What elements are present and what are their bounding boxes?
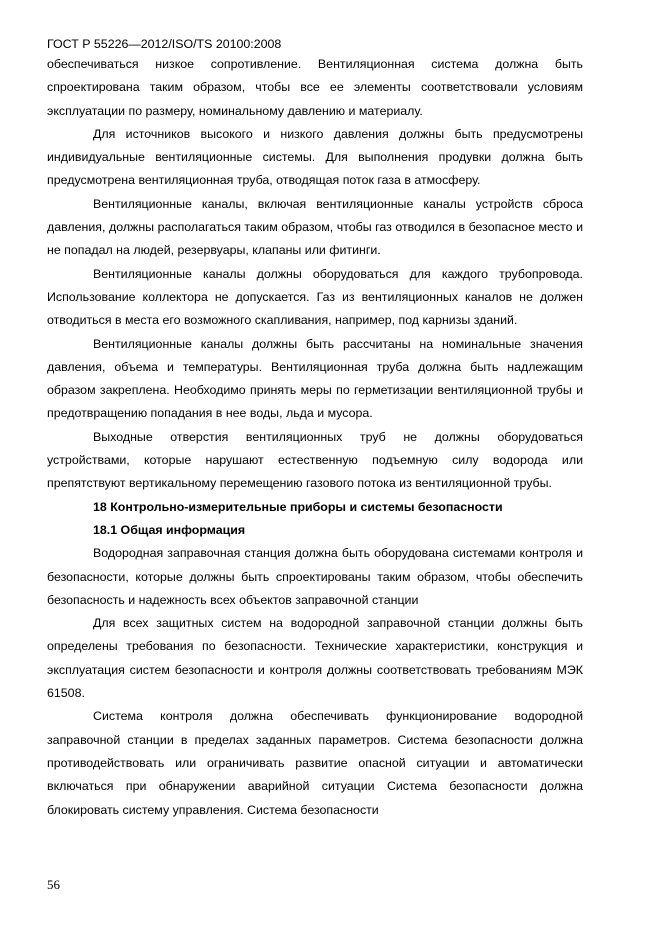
paragraph-individual-vent-systems: Для источников высокого и низкого давления должны быть предусмотрены индивидуальные вентиляционные системы. Для выполнения продувки должна быть предусмотрена вентиляционная труба, отводящая поток газа в атмосферу. (47, 126, 583, 188)
paragraph-control-system-function: Система контроля должна обеспечивать функционирование водородной заправочной станции в пределах заданных параметров. Система безопасности должна противодействовать или ограничивать развитие опасной ситуации и автоматически включаться при обнаружении аварийной ситуации Система безопасности должна блокировать систему управления. Система безопасности (47, 709, 583, 817)
paragraph-continuation: обеспечиваться низкое сопротивление. Вентиляционная система должна быть спроектирована таким образом, чтобы все ее элементы соответствовали условиям эксплуатации по размеру, номинальному давлению и материалу. (47, 57, 583, 118)
paragraph-vent-outlets: Выходные отверстия вентиляционных труб не должны оборудоваться устройствами, которые нарушают естественную подъемную силу водорода или препятствуют вертикальному перемещению газового потока из вентиляционной трубы. (47, 429, 583, 491)
paragraph-control-safety-systems: Водородная заправочная станция должна быть оборудована системами контроля и безопасности, которые должны быть спроектированы таким образом, чтобы обеспечить безопасность и надежность всех объектов заправочной станции (47, 546, 583, 607)
paragraph-vent-per-pipeline: Вентиляционные каналы должны оборудоваться для каждого трубопровода. Использование коллектора не допускается. Газ из вентиляционных каналов не должен отводиться в места его возможного скапливания, например, под карнизы зданий. (47, 266, 583, 328)
document-body (47, 53, 583, 822)
page-number: 56 (47, 877, 60, 892)
paragraph-vent-channel-placement: Вентиляционные каналы, включая вентиляционные каналы устройств сброса давления, должны располагаться таким образом, чтобы газ отводился в безопасное место и не попадал на людей, резервуары, клапаны или фитинги. (47, 196, 583, 258)
section-heading-18-1: 18.1 Общая информация (93, 522, 246, 537)
section-heading-18: 18 Контрольно-измерительные приборы и системы безопасности (93, 499, 503, 514)
paragraph-safety-requirements: Для всех защитных систем на водородной заправочной станции должны быть определены требования по безопасности. Технические характеристики, конструкция и эксплуатация систем безопасности и контроля должны соответствовать требованиям МЭК 61508. (47, 616, 583, 701)
paragraph-vent-rating: Вентиляционные каналы должны быть рассчитаны на номинальные значения давления, объема и температуры. Вентиляционная труба должна быть надлежащим образом закреплена. Необходимо принять меры по герметизации вентиляционной трубы и предотвращению попадания в нее воды, льда и мусора. (47, 336, 583, 421)
document-header: ГОСТ Р 55226—2012/ISO/TS 20100:2008 (47, 37, 282, 51)
